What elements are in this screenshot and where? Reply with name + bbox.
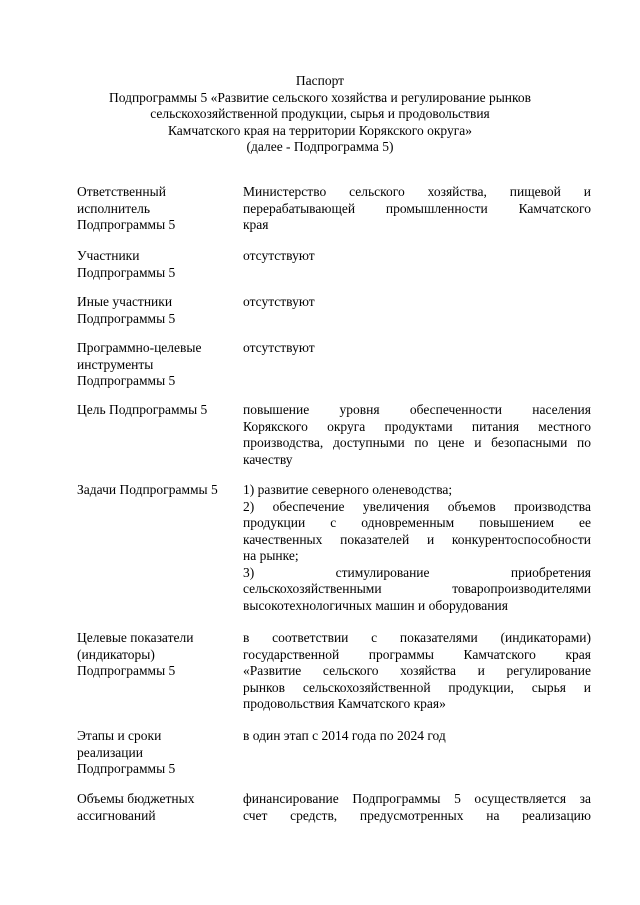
header-line: сельскохозяйственной продукции, сырья и продовольствия: [150, 106, 490, 121]
row-label: Программно-целевые инструменты Подпрограммы 5: [77, 340, 202, 388]
row-value: в соответствии с показателями (индикаторами) государственной программы Камчатского края «Развитие сельского хозяйства и регулирование рынков сельскохозяйственной продукции, сырья и продовольствия Камчатского края»: [243, 630, 591, 711]
row-label: Ответственный исполнитель Подпрограммы 5: [77, 184, 176, 232]
header-line: Камчатского края на территории Корякского округа»: [167, 122, 473, 138]
header-line: (далее - Подпрограмма 5): [246, 139, 394, 154]
row-label: Цель Подпрограммы 5: [77, 402, 208, 417]
row-value: повышение уровня обеспеченности населения Корякского округа продуктами питания местного производства, доступными по цене и безопасными по качеству: [243, 402, 591, 467]
row-label: Участники Подпрограммы 5: [77, 248, 176, 280]
row-value: отсутствуют: [243, 248, 315, 263]
row-value: в один этап с 2014 года по 2024 год: [243, 728, 446, 743]
row-label: Объемы бюджетных ассигнований: [77, 791, 195, 823]
row-label: Целевые показатели (индикаторы) Подпрограммы 5: [77, 630, 194, 678]
row-label: Задачи Подпрограммы 5: [77, 482, 218, 497]
row-value: отсутствуют: [243, 340, 315, 355]
row-value: 1) развитие северного оленеводства; 2) обеспечение увеличения объемов производства продукции с одновременным повышением ее качественных показателей и конкурентоспособности на рынке; 3) стимулирование приобретения сельскохозяйственными товаропроизводителями высокотехнологичных машин и оборудования: [243, 482, 591, 613]
row-label: Иные участники Подпрограммы 5: [77, 294, 176, 326]
row-value: финансирование Подпрограммы 5 осуществляется за счет средств, предусмотренных на реализацию: [243, 791, 591, 823]
passport-header: [0, 73, 640, 156]
row-label: Этапы и сроки реализации Подпрограммы 5: [77, 728, 176, 776]
row-value: Министерство сельского хозяйства, пищевой и перерабатывающей промышленности Камчатского края: [243, 184, 591, 232]
header-line: Подпрограммы 5 «Развитие сельского хозяйства и регулирование рынков: [108, 89, 532, 105]
header-title: Паспорт: [295, 73, 345, 88]
row-value: отсутствуют: [243, 294, 315, 309]
